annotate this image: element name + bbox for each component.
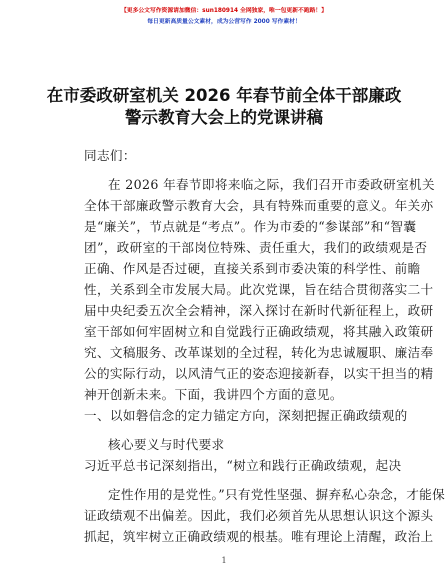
document-title-line-1: 在市委政研室机关 2026 年春节前全体干部廉政 [46, 86, 402, 105]
document-title-line-2: 警示教育大会上的党课讲稿 [125, 108, 323, 127]
body-line: 抓起，筑牢树立正确政绩观的根基。唯有理论上清醒，政治上 [84, 529, 434, 544]
body-line: 在 2026 年春节即将来临之际，我们召开市委政研室机关 [108, 177, 435, 192]
body-line: 证政绩观不出偏差。因此，我们必须首先从思想认识这个源头 [84, 508, 434, 523]
page-number: 1 [221, 556, 227, 565]
body-line: 室干部如何牢固树立和自觉践行正确政绩观，将其融入政策研 [84, 324, 434, 339]
salutation: 同志们： [84, 148, 136, 163]
body-line: 全体干部廉政警示教育大会，具有特殊而重要的意义。年关亦 [84, 198, 434, 213]
body-line: 正确、作风是否过硬，直接关系到市委决策的科学性、前瞻 [84, 261, 421, 276]
section-heading-line-2: 习近平总书记深刻指出，“树立和践行正确政绩观，起决 [84, 458, 402, 473]
body-line: 定性作用的是党性。”只有党性坚强、摒弃私心杂念，才能保 [108, 487, 446, 502]
body-line: 神开创新未来。下面，我讲四个方面的意见。 [84, 387, 343, 402]
section-heading-line-1: 核心要义与时代要求 [108, 437, 225, 452]
body-line: 一、以如磐信念的定力锚定方向，深刻把握正确政绩观的 [84, 408, 408, 423]
body-line: 届中央纪委五次全会精神，深入探讨在新时代新征程上，政研 [84, 303, 434, 318]
body-line: 是“廉关”，节点就是“考点”。作为市委的“参谋部”和“智囊 [84, 219, 417, 234]
body-line: 公的实际行动，以风清气正的姿态迎接新春，以实干担当的精 [84, 366, 434, 381]
body-line: 团”，政研室的干部岗位特殊、责任重大，我们的政绩观是否 [84, 240, 428, 255]
promo-banner-bottom: 每日更新高质量公文素材，成为公营写作 2000 写作素材！ [147, 19, 301, 25]
body-line: 性，关系到全市发展大局。此次党课，旨在结合贯彻落实二十 [84, 282, 434, 297]
body-line: 究、文稿服务、改革谋划的全过程，转化为忠诚履职、廉洁奉 [84, 345, 434, 360]
promo-banner-top: 【更多公文写作资源请加微信：sun180914 全网独家，唯一包更新不跑路！】 [120, 8, 328, 14]
